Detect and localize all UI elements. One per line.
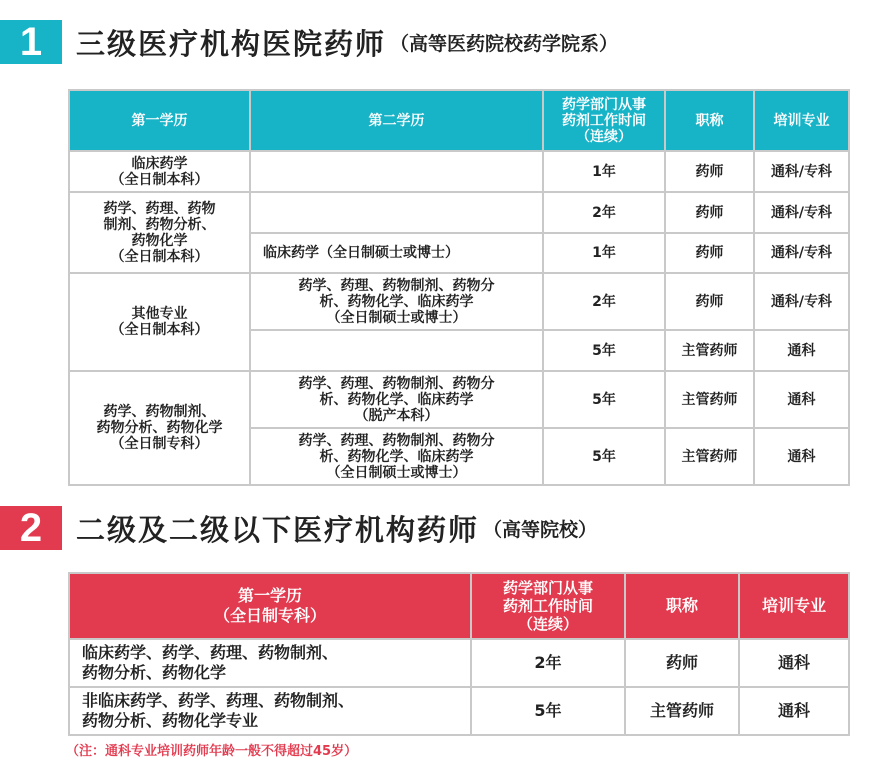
section2-subtitle: （高等院校） bbox=[483, 518, 598, 541]
header-major: 培训专业 bbox=[739, 573, 849, 639]
table-row bbox=[69, 371, 849, 428]
second-degree-cell: 药学、药理、药物制剂、药物分 析、药物化学、临床药学 （全日制硕士或博士） bbox=[250, 273, 543, 330]
table-row bbox=[69, 639, 849, 687]
major-cell: 通科 bbox=[739, 687, 849, 735]
major-cell: 通科/专科 bbox=[754, 233, 849, 273]
major-cell: 通科 bbox=[754, 428, 849, 485]
second-degree-cell bbox=[250, 151, 543, 192]
header-title: 职称 bbox=[665, 90, 754, 151]
work-time-cell: 1年 bbox=[543, 233, 665, 273]
title-cell: 药师 bbox=[665, 273, 754, 330]
section1-title: 三级医疗机构医院药师 bbox=[76, 26, 387, 61]
major-cell: 通科/专科 bbox=[754, 151, 849, 192]
title-cell: 药师 bbox=[625, 639, 739, 687]
title-cell: 主管药师 bbox=[665, 428, 754, 485]
first-degree-cell: 药学、药理、药物 制剂、药物分析、 药物化学 （全日制本科） bbox=[69, 192, 250, 273]
table-secondary-hospital bbox=[68, 572, 850, 736]
title-cell: 药师 bbox=[665, 192, 754, 233]
table-header-row bbox=[69, 90, 849, 151]
second-degree-cell: 药学、药理、药物制剂、药物分 析、药物化学、临床药学 （全日制硕士或博士） bbox=[250, 428, 543, 485]
header-title: 职称 bbox=[625, 573, 739, 639]
work-time-cell: 1年 bbox=[543, 151, 665, 192]
second-degree-cell bbox=[250, 330, 543, 371]
title-cell: 主管药师 bbox=[665, 371, 754, 428]
work-time-cell: 5年 bbox=[543, 371, 665, 428]
work-time-cell: 2年 bbox=[543, 192, 665, 233]
header-work-time: 药学部门从事 药剂工作时间 （连续） bbox=[543, 90, 665, 151]
section1-subtitle: （高等医药院校药学院系） bbox=[390, 32, 619, 55]
table-row bbox=[69, 192, 849, 233]
section1-heading bbox=[0, 20, 618, 64]
second-degree-cell bbox=[250, 192, 543, 233]
table-row bbox=[69, 273, 849, 330]
work-time-cell: 2年 bbox=[471, 639, 625, 687]
first-degree-cell: 非临床药学、药学、药理、药物制剂、 药物分析、药物化学专业 bbox=[69, 687, 471, 735]
first-degree-cell: 药学、药物制剂、 药物分析、药物化学 （全日制专科） bbox=[69, 371, 250, 485]
second-degree-cell: 临床药学（全日制硕士或博士） bbox=[250, 233, 543, 273]
header-major: 培训专业 bbox=[754, 90, 849, 151]
work-time-cell: 5年 bbox=[543, 330, 665, 371]
work-time-cell: 5年 bbox=[543, 428, 665, 485]
title-cell: 药师 bbox=[665, 151, 754, 192]
table-header-row bbox=[69, 573, 849, 639]
first-degree-cell: 临床药学 （全日制本科） bbox=[69, 151, 250, 192]
section2-number: 2 bbox=[0, 506, 62, 550]
title-cell: 主管药师 bbox=[625, 687, 739, 735]
table-row bbox=[69, 151, 849, 192]
header-first-degree: 第一学历 bbox=[69, 90, 250, 151]
major-cell: 通科 bbox=[739, 639, 849, 687]
title-cell: 主管药师 bbox=[665, 330, 754, 371]
major-cell: 通科 bbox=[754, 371, 849, 428]
section2-heading bbox=[0, 506, 597, 550]
footnote: （注：通科专业培训药师年龄一般不得超过45岁） bbox=[66, 744, 358, 759]
major-cell: 通科/专科 bbox=[754, 192, 849, 233]
header-first-degree: 第一学历 （全日制专科） bbox=[69, 573, 471, 639]
work-time-cell: 5年 bbox=[471, 687, 625, 735]
second-degree-cell: 药学、药理、药物制剂、药物分 析、药物化学、临床药学 （脱产本科） bbox=[250, 371, 543, 428]
table-row bbox=[69, 687, 849, 735]
title-cell: 药师 bbox=[665, 233, 754, 273]
section1-number: 1 bbox=[0, 20, 62, 64]
section2-title: 二级及二级以下医疗机构药师 bbox=[76, 512, 480, 547]
first-degree-cell: 其他专业 （全日制本科） bbox=[69, 273, 250, 371]
work-time-cell: 2年 bbox=[543, 273, 665, 330]
header-second-degree: 第二学历 bbox=[250, 90, 543, 151]
table-tertiary-hospital bbox=[68, 89, 850, 486]
major-cell: 通科 bbox=[754, 330, 849, 371]
header-work-time: 药学部门从事 药剂工作时间 （连续） bbox=[471, 573, 625, 639]
major-cell: 通科/专科 bbox=[754, 273, 849, 330]
first-degree-cell: 临床药学、药学、药理、药物制剂、 药物分析、药物化学 bbox=[69, 639, 471, 687]
